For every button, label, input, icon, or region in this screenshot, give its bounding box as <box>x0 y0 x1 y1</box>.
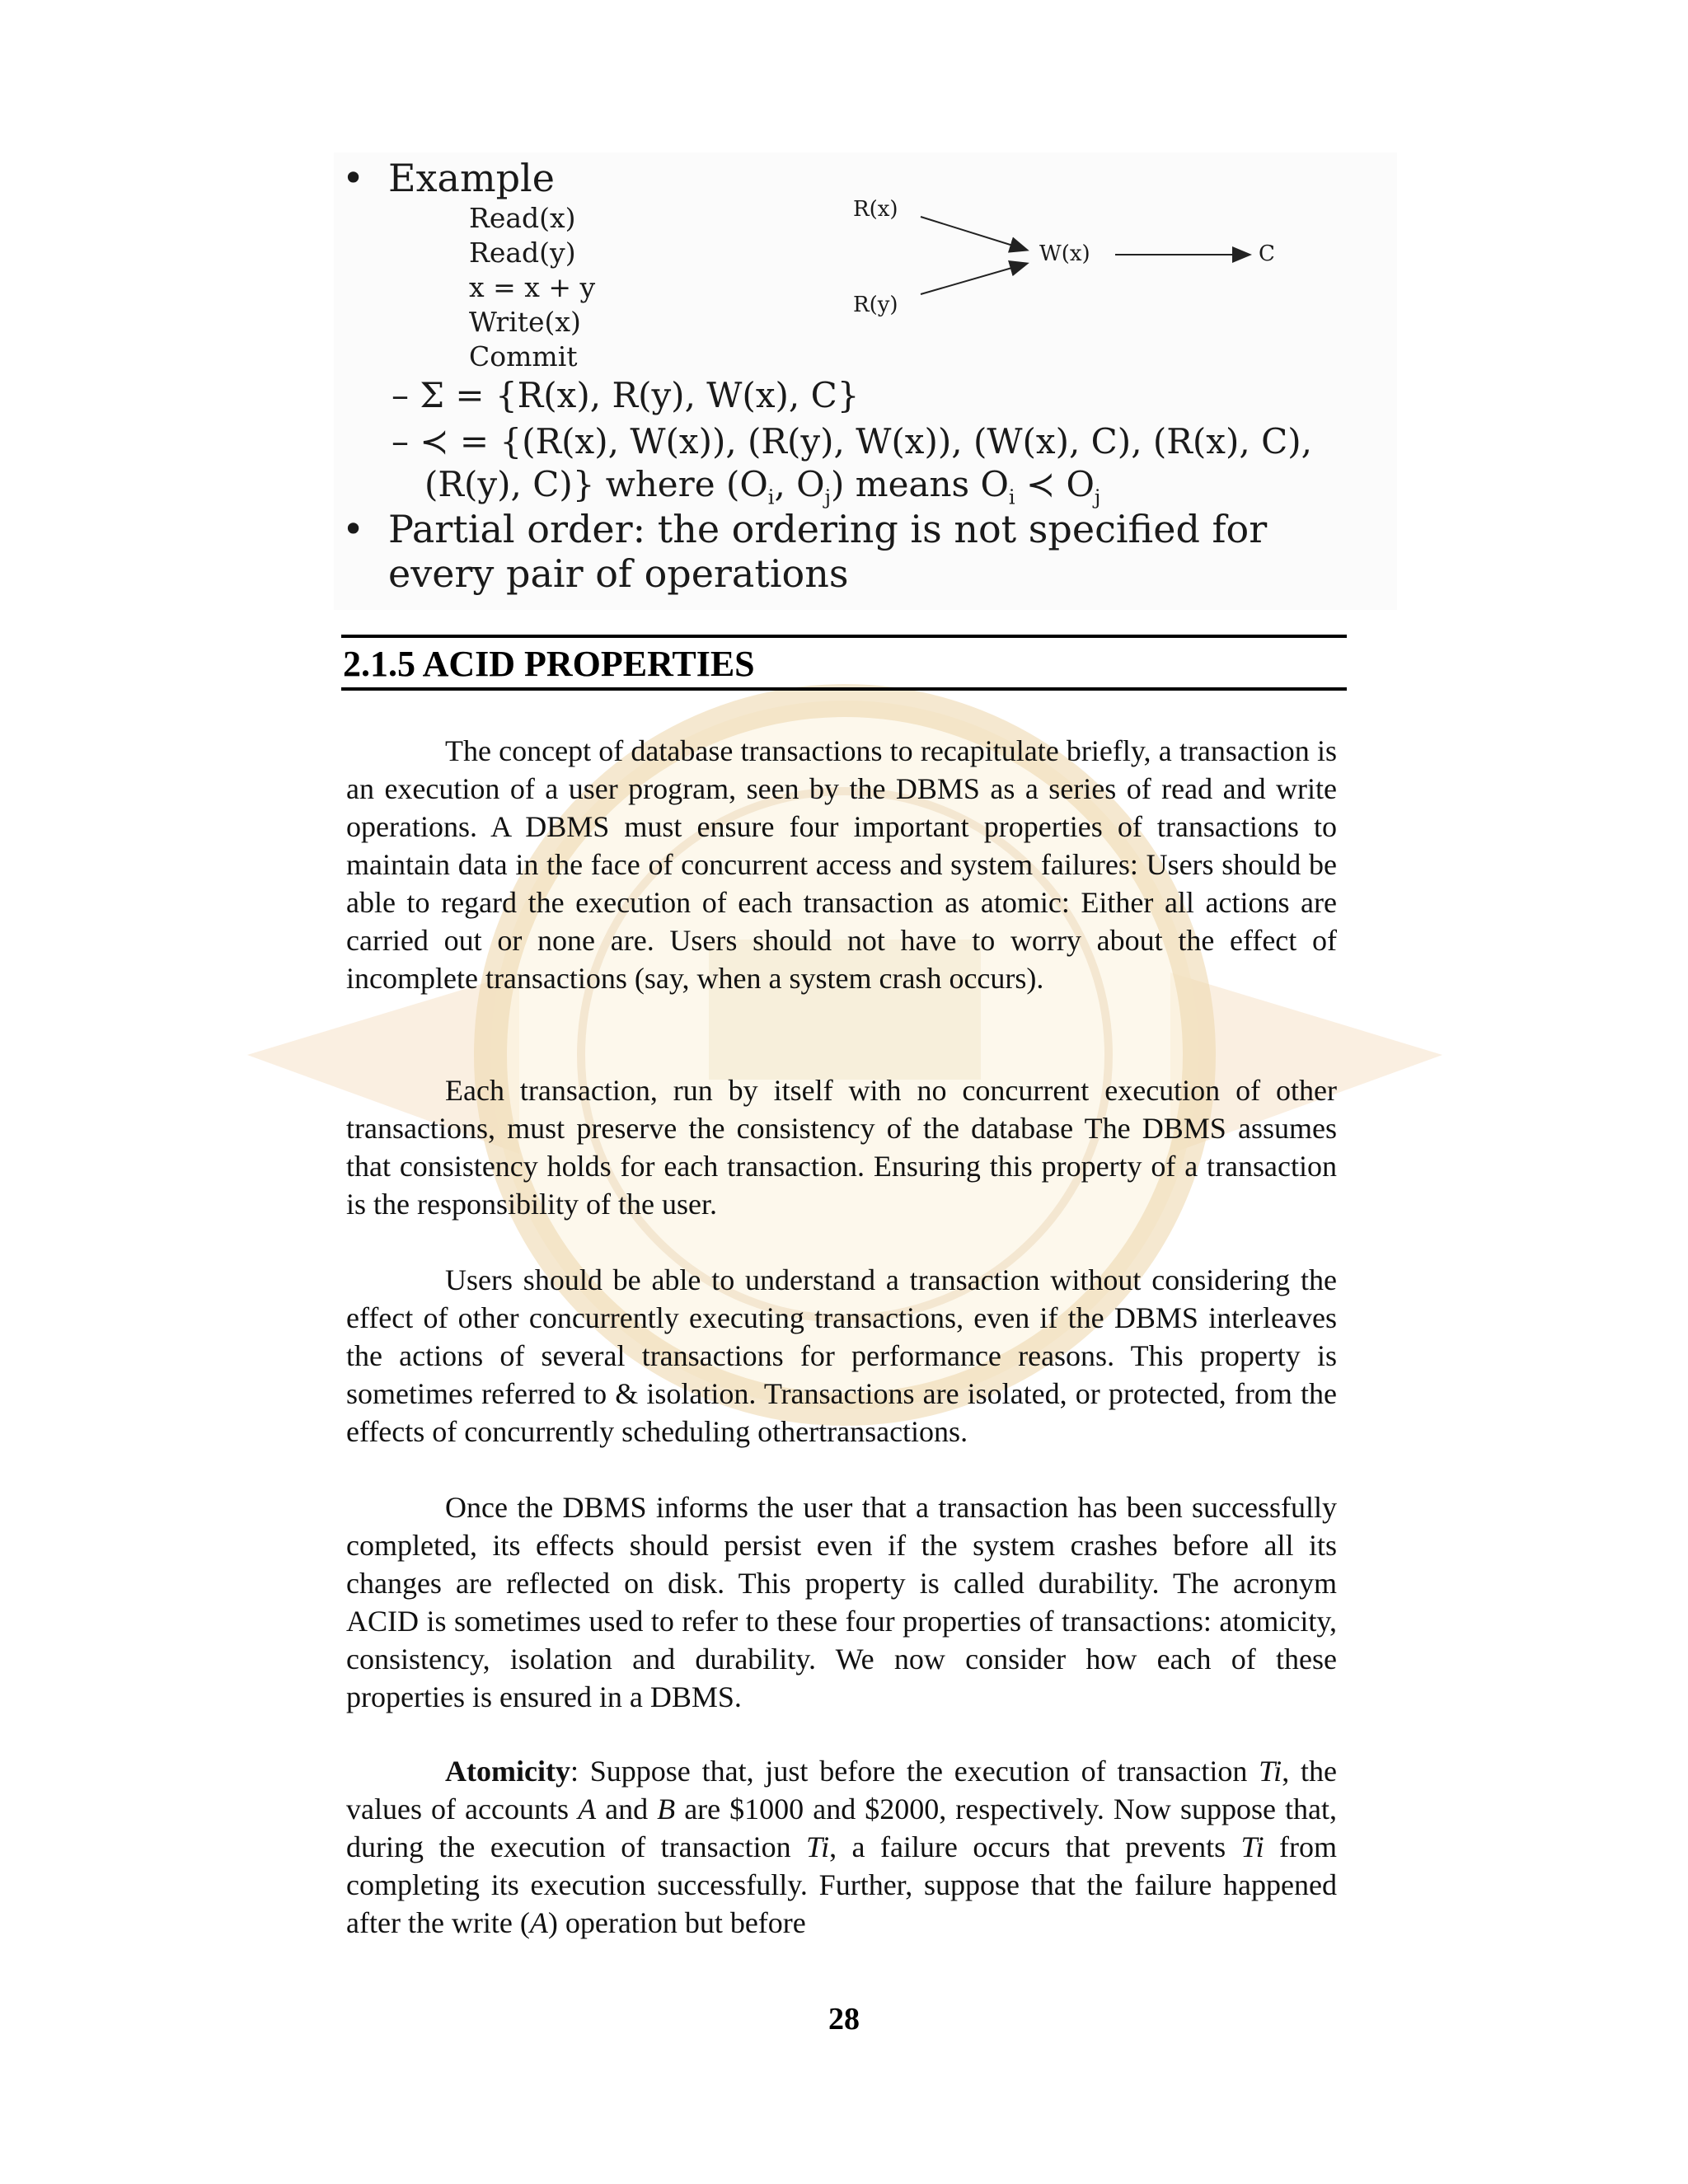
sigma-line: – Σ = {R(x), R(y), W(x), C} <box>392 375 860 415</box>
bullet-dot: • <box>342 156 365 200</box>
step-5: Commit <box>469 340 578 373</box>
paragraph-2: Each transaction, run by itself with no concurrent execution of other transactions, must preserve the consistency of the database The DBMS assumes that consistency holds for each transaction. Ensuring this property of a transaction is the responsibility of the user. <box>346 1074 1337 1221</box>
example-figure <box>334 152 1397 610</box>
step-4: Write(x) <box>469 306 581 338</box>
bullet-dot-2: • <box>342 507 365 551</box>
precedence-line-1: – ≺ = {(R(x), W(x)), (R(y), W(x)), (W(x), C), (R(x), C), <box>392 421 1312 462</box>
step-1: Read(x) <box>469 202 576 234</box>
step-2: Read(y) <box>469 237 576 269</box>
heading-rule-top <box>341 635 1347 638</box>
node-rx: R(x) <box>853 197 898 222</box>
node-wx: W(x) <box>1039 241 1090 266</box>
paragraph-1: The concept of database transactions to recapitulate briefly, a transaction is an execution of a user program, seen by the DBMS as a series of read and write operations. A DBMS must ensure four important properties of transactions to maintain data in the face of concurrent access and system failures: Users should be able to regard the execution of each transaction as atomic: Either all actions are carried out or none are. Users should not have to worry about the effect of incomplete transactions (say, when a system crash occurs). <box>346 734 1337 995</box>
section-heading: 2.1.5 ACID PROPERTIES <box>343 644 755 684</box>
paragraph-4: Once the DBMS informs the user that a transaction has been successfully completed, its effects should persist even if the system crashes before all its changes are reflected on disk. This property is called durability. The acronym ACID is sometimes used to refer to these four properties of transactions: atomicity, consistency, isolation and durability. We now consider how each of these properties is ensured in a DBMS. <box>346 1491 1337 1713</box>
paragraph-5: Atomicity: Suppose that, just before the execution of transaction Ti, the values of accounts A and B are $1000 and $2000, respectively. Now suppose that, during the execution of transaction Ti, a failure occurs that prevents Ti from completing its execution successfully. Further, suppose that the failure happened after the write (A) operation but before <box>346 1755 1338 1939</box>
example-title: Example <box>388 156 555 200</box>
partial-order-line-1: Partial order: the ordering is not specified for <box>388 507 1268 551</box>
node-ry: R(y) <box>853 293 898 317</box>
partial-order-line-2: every pair of operations <box>388 551 849 596</box>
page-number: 28 <box>828 2002 860 2036</box>
heading-rule-bottom <box>341 687 1347 691</box>
paragraph-3: Users should be able to understand a transaction without considering the effect of other concurrently executing transactions, even if the DBMS interleaves the actions of several transactions for performance reasons. This property is sometimes referred to & isolation. Transactions are isolated, or protected, from the effects of concurrently scheduling othertransactions. <box>346 1263 1337 1448</box>
precedence-line-2: (R(y), C)} where ($O_i$, $O_j$) means $O_i$ ≺ $O_j$ <box>424 464 1101 509</box>
node-c: C <box>1259 241 1275 266</box>
step-3: x = x + y <box>469 271 596 303</box>
